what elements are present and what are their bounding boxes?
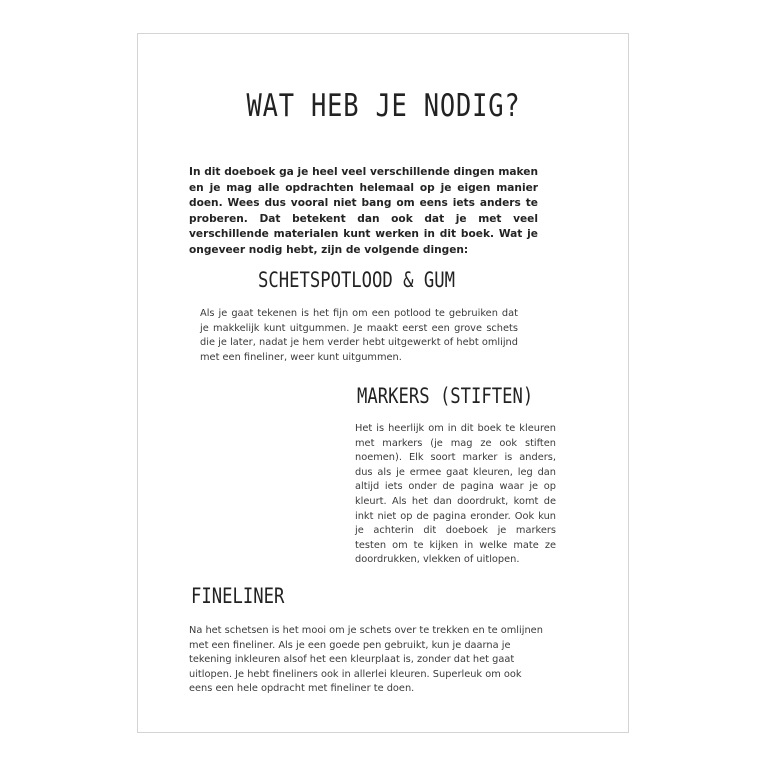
- section-heading-markers: MARKERS (STIFTEN): [357, 384, 534, 408]
- section-text-schetspotlood: Als je gaat tekenen is het fijn om een potlood te gebruiken dat je makkelijk kunt uitgummen. Je maakt eerst een grove schets die je later, nadat je hem verder hebt uitgewerkt of hebt omlijnd met een fineliner, weer kunt uitgummen.: [200, 308, 518, 363]
- page-title: WAT HEB JE NODIG?: [246, 88, 521, 124]
- section-heading-fineliner: FINELINER: [191, 584, 285, 608]
- section-text-markers: Het is heerlijk om in dit boek te kleuren met markers (je mag ze ook stiften noemen). Elk soort marker is anders, dus als je ermee gaat kleuren, leg dan altijd iets onder de pagina waar je op kleurt. Als het dan doordrukt, komt de inkt niet op de pagina eronder. Ook kun je achterin dit doeboek je markers testen om te kijken in welke mate ze doordrukken, vlekken of uitlopen.: [355, 423, 556, 566]
- section-heading-schetspotlood: SCHETSPOTLOOD & GUM: [258, 268, 455, 292]
- section-text-fineliner: Na het schetsen is het mooi om je schets over te trekken en te omlijnen met een fineliner. Als je een goede pen gebruikt, kun je daarna je tekening inkleuren alsof het een kleurplaat is, zonder dat het gaat uitlopen. Je hebt fineliners ook in allerlei kleuren. Superleuk om ook eens een hele opdracht met fineliner te doen.: [189, 625, 543, 695]
- intro-paragraph: In dit doeboek ga je heel veel verschillende dingen maken en je mag alle opdrachten helemaal op je eigen manier doen. Wees dus vooral niet bang om eens iets anders te proberen. Dat betekent dan ook dat je met veel verschillende materialen kunt werken in dit boek. Wat je ongeveer nodig hebt, zijn de volgende dingen:: [189, 166, 538, 256]
